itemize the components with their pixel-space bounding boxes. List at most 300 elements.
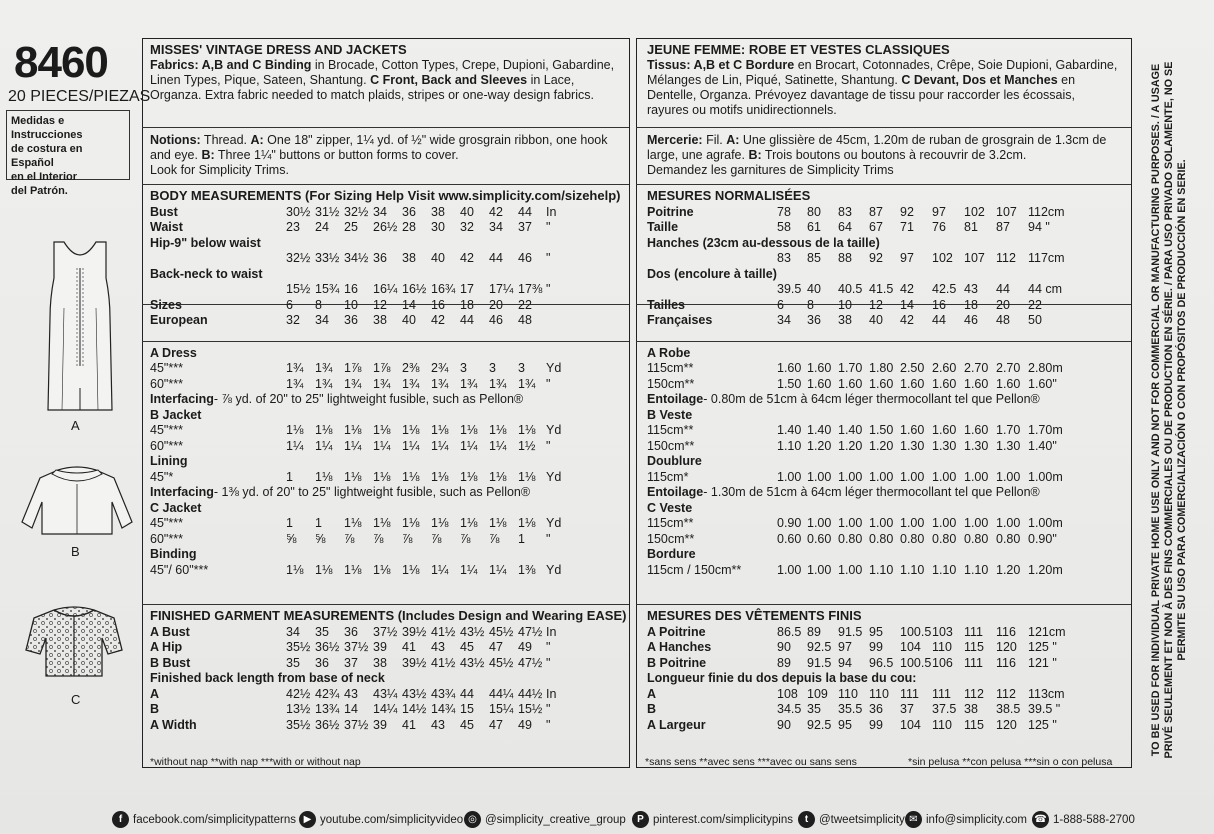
table-cell: 1.00 <box>869 469 894 484</box>
table-cell: 1.30 <box>932 438 957 453</box>
table-cell: 1.60 <box>996 376 1021 391</box>
table-cell: 16 <box>431 297 445 312</box>
table-cell: 1.60 <box>869 376 894 391</box>
table-cell <box>489 345 518 361</box>
table-cell: 1⅛ <box>431 423 449 437</box>
row-label: Entoilage- 1.30m de 51cm à 64cm léger thermocollant tel que Pellon® <box>647 485 1040 499</box>
table-cell <box>344 500 373 516</box>
table-row <box>647 204 1070 220</box>
spanish-instructions-box <box>6 110 130 197</box>
table-cell: 35.5 <box>838 702 863 716</box>
table-cell: 39.5 " <box>1028 702 1061 716</box>
table-cell: 46 <box>964 313 978 327</box>
table-cell: 44½ <box>518 686 543 701</box>
table-cell <box>489 500 518 516</box>
table-cell: 36½ <box>315 717 340 732</box>
table-cell: ⅞ <box>431 531 442 546</box>
table-cell: 43½ <box>460 624 485 639</box>
table-row <box>150 407 561 423</box>
table-cell: 107 <box>964 251 985 265</box>
table-cell: 0.80 <box>996 531 1021 546</box>
table-row <box>647 516 1070 532</box>
table-cell: In <box>546 204 557 219</box>
table-cell <box>460 547 489 563</box>
row-label: A Poitrine <box>647 624 706 639</box>
row-label: 115cm / 150cm** <box>647 562 742 577</box>
table-cell: 40 <box>869 313 883 327</box>
table-cell: 32½ <box>344 204 369 219</box>
table-cell: 83 <box>777 251 791 265</box>
table-cell <box>460 235 489 251</box>
english-body-title: BODY MEASUREMENTS (For Sizing Help Visit www.simplicity.com/sizehelp) <box>150 188 621 203</box>
table-cell <box>518 345 546 361</box>
table-cell: 1⅛ <box>344 469 362 484</box>
row-label: Doublure <box>647 454 702 468</box>
row-label: A Hip <box>150 640 183 654</box>
table-cell <box>546 407 561 423</box>
table-row <box>150 313 560 329</box>
row-label: 150cm** <box>647 376 695 391</box>
twitter-icon: t <box>798 811 815 828</box>
row-label: Sizes <box>150 297 182 312</box>
table-cell: 1¾ <box>402 376 420 391</box>
table-cell <box>489 407 518 423</box>
table-cell: 42 <box>900 282 914 296</box>
divider <box>636 127 1131 128</box>
table-cell: 1.00 <box>777 562 802 577</box>
table-cell: 1⅛ <box>373 516 391 530</box>
table-cell: 44 <box>460 313 474 327</box>
table-row <box>647 376 1070 392</box>
social-text: 1-888-588-2700 <box>1053 813 1135 826</box>
youtube-icon: ▶ <box>299 811 316 828</box>
table-cell: 15 <box>460 702 474 716</box>
table-cell: 1.60 <box>807 361 832 375</box>
table-cell: 1⅛ <box>315 469 333 484</box>
table-cell: 23 <box>286 220 300 234</box>
table-cell: 0.80 <box>869 531 894 546</box>
social-instagram[interactable] <box>464 811 626 828</box>
table-cell: 37 <box>344 655 358 670</box>
table-cell <box>344 407 373 423</box>
table-cell: 89 <box>807 624 821 639</box>
row-label: 150cm** <box>647 531 695 546</box>
table-row <box>647 282 1070 298</box>
table-cell: 18 <box>964 297 978 312</box>
table-row <box>647 686 1070 702</box>
table-cell: 0.80 <box>932 531 957 546</box>
table-cell: 115 <box>964 640 984 654</box>
table-row <box>150 562 561 578</box>
table-cell: 0.80 <box>964 531 989 546</box>
english-yardage-table <box>150 345 561 578</box>
row-label: 45"*** <box>150 361 183 375</box>
row-label: A Largeur <box>647 717 706 732</box>
table-cell: 125 " <box>1028 717 1057 732</box>
table-cell: 115 <box>964 717 984 732</box>
table-cell <box>402 235 431 251</box>
table-cell: 1.00m <box>1028 469 1063 484</box>
table-cell: 111 <box>964 624 984 639</box>
table-cell: 1.20 <box>869 438 894 453</box>
table-cell: 39.5 <box>777 282 802 296</box>
table-cell: 120 <box>996 640 1017 654</box>
row-label: 45"/ 60"*** <box>150 562 209 577</box>
table-row <box>647 297 1070 313</box>
social-twitter[interactable] <box>798 811 905 828</box>
table-cell: 67 <box>869 220 883 234</box>
table-cell: 111 <box>900 686 920 701</box>
english-finished-table <box>150 624 560 733</box>
table-cell <box>546 297 560 313</box>
row-label: Finished back length from base of neck <box>150 671 385 685</box>
table-cell <box>518 500 546 516</box>
table-cell: 49 <box>518 717 532 732</box>
phone-icon: ☎ <box>1032 811 1049 828</box>
table-cell: 1¾ <box>489 376 507 391</box>
table-cell: 94 " <box>1028 220 1050 234</box>
table-cell: 1¼ <box>402 438 420 453</box>
spanish-footnote: *sin pelusa **con pelusa ***sin o con pelusa <box>908 756 1113 768</box>
table-row <box>647 392 1070 408</box>
table-cell: 110 <box>869 686 889 701</box>
row-label: 115cm** <box>647 361 694 375</box>
table-cell: 97 <box>838 640 852 654</box>
table-cell: 1⅛ <box>344 562 362 577</box>
table-cell <box>402 500 431 516</box>
table-row <box>150 266 560 282</box>
table-cell: 41 <box>402 717 416 732</box>
table-cell: 36 <box>869 702 883 716</box>
table-cell: 1⅛ <box>431 516 449 530</box>
table-cell: 42 <box>460 251 474 265</box>
table-cell: 50 <box>1028 313 1042 327</box>
table-cell: 36 <box>807 313 821 327</box>
table-cell: 1⅜ <box>518 562 536 577</box>
table-cell: 92.5 <box>807 640 832 654</box>
social-facebook[interactable] <box>112 811 296 828</box>
row-label: 60"*** <box>150 438 183 453</box>
table-cell: 1¾ <box>373 376 391 391</box>
social-text: youtube.com/simplicityvideo <box>320 813 464 826</box>
table-cell <box>286 407 315 423</box>
table-row <box>150 500 561 516</box>
table-cell: 116 <box>996 655 1016 670</box>
table-cell: 109 <box>807 686 828 701</box>
view-a-dress-sketch <box>40 238 120 413</box>
french-footnote: *sans sens **avec sens ***avec ou sans sens <box>645 756 857 768</box>
table-cell: 1.00 <box>996 516 1021 530</box>
table-cell: 44 <box>489 251 503 265</box>
french-yardage-table <box>647 345 1070 578</box>
table-row <box>150 376 561 392</box>
table-cell: 90 <box>777 717 791 732</box>
table-cell: 100.5 <box>900 655 932 670</box>
table-cell <box>546 547 561 563</box>
social-text: @tweetsimplicity <box>819 813 905 826</box>
table-cell: 76 <box>932 220 946 234</box>
table-cell: 34.5 <box>777 702 802 716</box>
table-cell: 1⅛ <box>460 516 478 530</box>
table-cell: 112cm <box>1028 204 1065 219</box>
english-finished-title: FINISHED GARMENT MEASUREMENTS (Includes Design and Wearing EASE) <box>150 608 627 623</box>
spanish-instructions-text: Medidas e Instrucciones de costura en Español en el Interior del Patrón. <box>11 115 83 197</box>
table-cell: 14½ <box>402 702 427 716</box>
table-cell <box>315 235 344 251</box>
table-cell: Yd <box>546 562 562 577</box>
usage-disclaimer: TO BE USED FOR INDIVIDUAL PRIVATE HOME USE ONLY AND NOT FOR COMMERCIAL OR MANUFACTURING PURPOSES. / A USAGE PRIVÉ SEULEMENT ET NON À DES FINS COMMERCIALES OU DE PRODUCTION EN SÉRIE. / PARA USO PRIVADO SOLAMENTE, NO SE PERMITE SU USO PARA COMERCIALIZACIÓN O CON PROPÓSITOS DE PRODUCCIÓN EN SERIE. <box>1150 61 1188 759</box>
table-cell: 100.5 <box>900 624 932 639</box>
table-row <box>647 361 1070 377</box>
table-cell: ⅞ <box>373 531 384 546</box>
table-cell: 1⅛ <box>460 469 478 484</box>
divider <box>636 341 1131 342</box>
view-c-lace-jacket-sketch <box>24 604 124 684</box>
english-body-table <box>150 204 560 328</box>
row-label: B <box>647 702 657 716</box>
table-cell: 112 <box>996 686 1016 701</box>
table-cell: 42 <box>900 313 914 327</box>
table-cell <box>344 547 373 563</box>
table-cell: 42¾ <box>315 686 340 701</box>
table-cell: 42 <box>431 313 445 327</box>
table-cell: 1⅛ <box>286 562 304 577</box>
table-cell: 1.00 <box>777 469 802 484</box>
table-cell: 43¼ <box>373 686 398 701</box>
table-cell: 1 <box>315 516 322 530</box>
table-row <box>150 671 560 687</box>
table-cell: 1¾ <box>315 361 333 375</box>
table-row <box>150 423 561 439</box>
table-cell <box>518 407 546 423</box>
table-cell: 121 " <box>1028 655 1057 670</box>
table-cell: 47½ <box>518 624 543 639</box>
social-pinterest[interactable] <box>632 811 793 828</box>
table-cell <box>373 547 402 563</box>
table-cell <box>344 345 373 361</box>
table-cell: 47 <box>489 717 503 732</box>
table-cell: 110 <box>932 717 952 732</box>
table-cell <box>373 454 402 470</box>
table-cell <box>431 266 460 282</box>
table-cell <box>373 235 402 251</box>
table-cell: 1.60 <box>807 376 832 391</box>
table-cell: 1⅛ <box>460 423 478 437</box>
table-cell: 92 <box>869 251 883 265</box>
table-cell: 10 <box>344 297 358 312</box>
table-cell: 87 <box>996 220 1010 234</box>
table-cell: 78 <box>777 204 791 219</box>
table-cell: 1¼ <box>489 438 507 453</box>
table-cell: 1.00 <box>807 469 832 484</box>
table-cell: 1.60 <box>964 423 989 437</box>
table-cell: 1.20 <box>838 438 863 453</box>
table-cell: In <box>546 686 557 701</box>
row-label: A Hanches <box>647 640 712 654</box>
table-cell: 20 <box>996 297 1010 312</box>
table-cell: 37.5 <box>932 702 957 716</box>
table-cell: 1.10 <box>900 562 925 577</box>
table-cell: 33½ <box>315 251 340 265</box>
row-label: A Dress <box>150 345 197 360</box>
table-cell: 14 <box>402 297 416 312</box>
table-cell: 15½ <box>518 702 543 716</box>
table-cell: 2.80m <box>1028 361 1063 375</box>
divider <box>142 341 629 342</box>
table-cell: 0.80 <box>838 531 863 546</box>
table-cell: 1.60" <box>1028 376 1057 391</box>
table-cell: 39 <box>373 717 387 732</box>
table-cell: 2.70 <box>996 361 1021 375</box>
table-row <box>647 235 1070 251</box>
table-row <box>647 640 1070 656</box>
table-cell: 34 <box>489 220 503 234</box>
row-label: Françaises <box>647 313 713 327</box>
table-cell: 1¾ <box>286 376 304 391</box>
table-cell: 1⅞ <box>373 361 391 375</box>
table-cell: 42½ <box>286 686 311 701</box>
table-cell: 41.5 <box>869 282 894 296</box>
table-cell: 1.70 <box>996 423 1021 437</box>
table-cell: 14 <box>900 297 914 312</box>
table-cell: 43 <box>431 640 445 654</box>
table-cell: 1¼ <box>431 438 449 453</box>
row-label: Hip-9" below waist <box>150 235 261 250</box>
row-label <box>647 251 777 267</box>
table-cell: 0.90 <box>777 516 802 530</box>
table-cell: " <box>546 640 551 654</box>
row-label: A <box>150 686 160 701</box>
table-row <box>647 531 1070 547</box>
table-cell: 47 <box>489 640 503 654</box>
table-cell: 96.5 <box>869 655 894 670</box>
row-label: A <box>647 686 657 701</box>
table-cell: 99 <box>869 717 883 732</box>
table-cell: 2.50 <box>900 361 925 375</box>
table-cell: 14¼ <box>373 702 398 716</box>
table-cell: 47½ <box>518 655 543 670</box>
table-cell: " <box>546 376 551 391</box>
table-cell: " <box>546 655 551 670</box>
row-label: Dos (encolure à taille) <box>647 266 777 281</box>
table-cell: 13¾ <box>315 702 340 716</box>
table-cell <box>489 454 518 470</box>
table-cell: 1.80 <box>869 361 894 375</box>
table-cell: 1.10 <box>964 562 989 577</box>
row-label: A Width <box>150 717 197 732</box>
table-cell: 1.00 <box>964 516 989 530</box>
table-cell: 1⅛ <box>373 562 391 577</box>
row-label: A Bust <box>150 624 190 639</box>
table-row <box>150 297 560 313</box>
table-cell <box>431 547 460 563</box>
table-row <box>647 485 1070 501</box>
table-cell: 113cm <box>1028 686 1065 701</box>
social-text: facebook.com/simplicitypatterns <box>133 813 296 826</box>
table-cell: 102 <box>932 251 953 265</box>
table-cell: 37½ <box>373 624 398 639</box>
pieces-count: 20 PIECES/PIEZAS <box>8 88 151 105</box>
table-cell: 1.50 <box>777 376 802 391</box>
table-cell: 43¾ <box>431 686 456 701</box>
row-label: A Robe <box>647 345 691 360</box>
table-cell <box>373 266 402 282</box>
table-cell: 97 <box>900 251 914 265</box>
table-cell: 1⅛ <box>402 423 420 437</box>
row-label: C Jacket <box>150 500 202 515</box>
table-cell: 1.20 <box>996 562 1021 577</box>
table-cell: 116 <box>996 624 1016 639</box>
social-phone[interactable] <box>1032 811 1135 828</box>
row-label: Hanches (23cm au-dessous de la taille) <box>647 235 880 250</box>
table-cell: 41½ <box>431 655 456 670</box>
table-cell: 88 <box>838 251 852 265</box>
french-tissus: Tissus: A,B et C Bordure en Brocart, Cotonnades, Crêpe, Soie Dupioni, Gabardine, Mélanges de Lin, Piqué, Satinette, Shantung. C Devant, Dos et Manches en Dentelle, Organza. Prévoyez davantage de tissu pour raccorder les écossais, rayures ou motifs unidirectionnels. <box>647 58 1118 117</box>
table-cell: 1.10 <box>932 562 957 577</box>
table-cell: 30½ <box>286 204 311 219</box>
table-cell <box>373 345 402 361</box>
table-cell: 85 <box>807 251 821 265</box>
table-cell: 1.10 <box>777 438 802 453</box>
table-row <box>150 392 561 408</box>
row-label: Lining <box>150 454 188 468</box>
table-cell: 1.60 <box>838 376 863 391</box>
table-cell: 45 <box>460 640 474 654</box>
pattern-number: 8460 <box>14 38 108 87</box>
table-cell: 17¼ <box>489 282 514 296</box>
table-row <box>150 251 560 267</box>
table-cell: 44 <box>460 686 474 701</box>
table-row <box>647 266 1070 282</box>
table-cell: 111 <box>932 686 952 701</box>
table-cell: 37½ <box>344 640 369 654</box>
social-youtube[interactable] <box>299 811 463 828</box>
row-label: Interfacing- ⅞ yd. of 20" to 25" lightweight fusible, such as Pellon® <box>150 392 524 406</box>
table-cell: 1.50 <box>869 423 894 437</box>
table-cell <box>373 500 402 516</box>
table-cell: 1¾ <box>518 376 536 391</box>
table-row <box>150 655 560 671</box>
table-cell: 39½ <box>402 624 427 639</box>
social-text: info@simplicity.com <box>926 813 1027 826</box>
table-cell: 8 <box>315 297 322 312</box>
table-cell: 32½ <box>286 251 311 265</box>
table-cell: 18 <box>460 297 474 312</box>
row-label: Bordure <box>647 547 696 561</box>
table-cell <box>518 547 546 563</box>
table-cell <box>546 500 561 516</box>
table-cell: 35½ <box>286 717 311 732</box>
table-cell: 12 <box>869 297 883 312</box>
table-cell: 16 <box>344 282 358 296</box>
social-email[interactable] <box>905 811 1027 828</box>
divider <box>636 184 1131 185</box>
table-cell: 1.60 <box>777 361 802 375</box>
table-cell: 58 <box>777 220 791 234</box>
table-cell: Yd <box>546 516 562 530</box>
table-cell: 48 <box>996 313 1010 327</box>
table-cell: 1¾ <box>344 376 362 391</box>
table-cell: 37½ <box>344 717 369 732</box>
table-cell: 1⅛ <box>344 516 362 530</box>
english-notions: Notions: Thread. A: One 18" zipper, 1¼ yd. of ½" wide grosgrain ribbon, one hook and eye. B: Three 1¼" buttons or button forms to cover. Look for Simplicity Trims. <box>150 133 608 177</box>
table-cell: " <box>546 531 551 546</box>
row-label <box>150 251 286 267</box>
table-cell: 39 <box>373 640 387 654</box>
table-row <box>647 438 1070 454</box>
table-cell: 1.40 <box>777 423 802 437</box>
row-label: B Veste <box>647 407 693 422</box>
